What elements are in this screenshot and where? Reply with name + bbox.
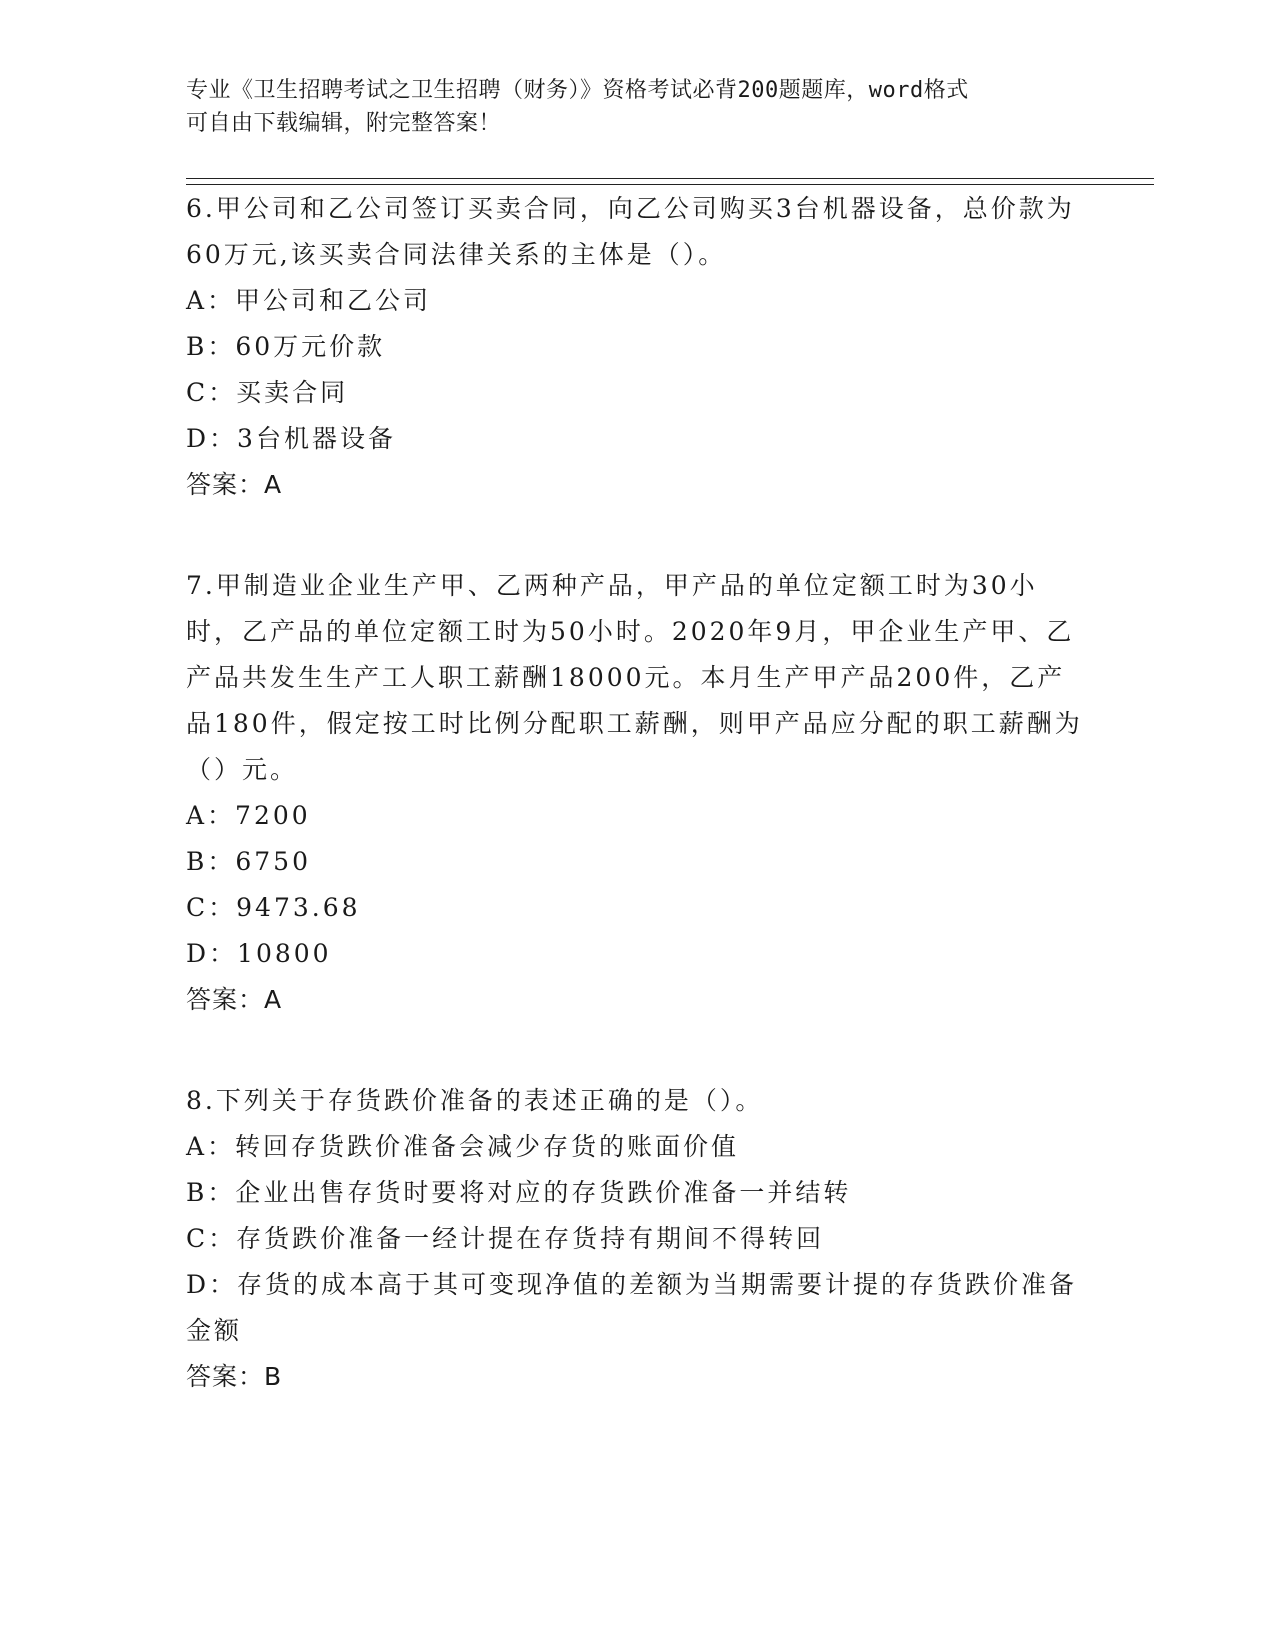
header-line-2: 可自由下载编辑，附完整答案！ bbox=[186, 111, 502, 136]
option-c: C：存货跌价准备一经计提在存货持有期间不得转回 bbox=[186, 1224, 825, 1253]
option-d: D：10800 bbox=[186, 939, 332, 968]
option-d: D：3台机器设备 bbox=[186, 424, 396, 453]
question-stem: 7.甲制造业企业生产甲、乙两种产品，甲产品的单位定额工时为30小时，乙产品的单位定额工时为50小时。2020年9月，甲企业生产甲、乙产品共发生生产工人职工薪酬18000元。本月生产甲产品200件，乙产品180件，假定按工时比例分配职工薪酬，则甲产品应分配的职工薪酬为（）元。 bbox=[186, 571, 1083, 784]
question-stem: 8.下列关于存货跌价准备的表述正确的是（）。 bbox=[186, 1086, 764, 1115]
question-item bbox=[186, 186, 1086, 508]
answer-line: 答案：A bbox=[186, 985, 283, 1014]
option-b: B：企业出售存货时要将对应的存货跌价准备一并结转 bbox=[186, 1178, 852, 1207]
option-d: D：存货的成本高于其可变现净值的差额为当期需要计提的存货跌价准备金额 bbox=[186, 1270, 1078, 1345]
question-list bbox=[186, 186, 1086, 1455]
answer-line: 答案：B bbox=[186, 1362, 283, 1391]
option-b: B：6750 bbox=[186, 847, 311, 876]
header-divider-top bbox=[186, 178, 1154, 179]
option-c: C：买卖合同 bbox=[186, 378, 349, 407]
option-a: A：转回存货跌价准备会减少存货的账面价值 bbox=[186, 1132, 740, 1161]
header-line-1: 专业《卫生招聘考试之卫生招聘（财务）》资格考试必背200题题库，word格式 bbox=[186, 78, 969, 103]
question-item bbox=[186, 1078, 1086, 1400]
option-b: B：60万元价款 bbox=[186, 332, 386, 361]
document-header bbox=[186, 74, 1086, 140]
header-divider-bottom bbox=[186, 184, 1154, 185]
option-c: C：9473.68 bbox=[186, 893, 361, 922]
question-item bbox=[186, 563, 1086, 1023]
option-a: A：甲公司和乙公司 bbox=[186, 286, 432, 315]
option-a: A：7200 bbox=[186, 801, 311, 830]
answer-line: 答案：A bbox=[186, 470, 283, 499]
question-stem: 6.甲公司和乙公司签订买卖合同，向乙公司购买3台机器设备，总价款为60万元,该买卖合同法律关系的主体是（）。 bbox=[186, 194, 1075, 269]
